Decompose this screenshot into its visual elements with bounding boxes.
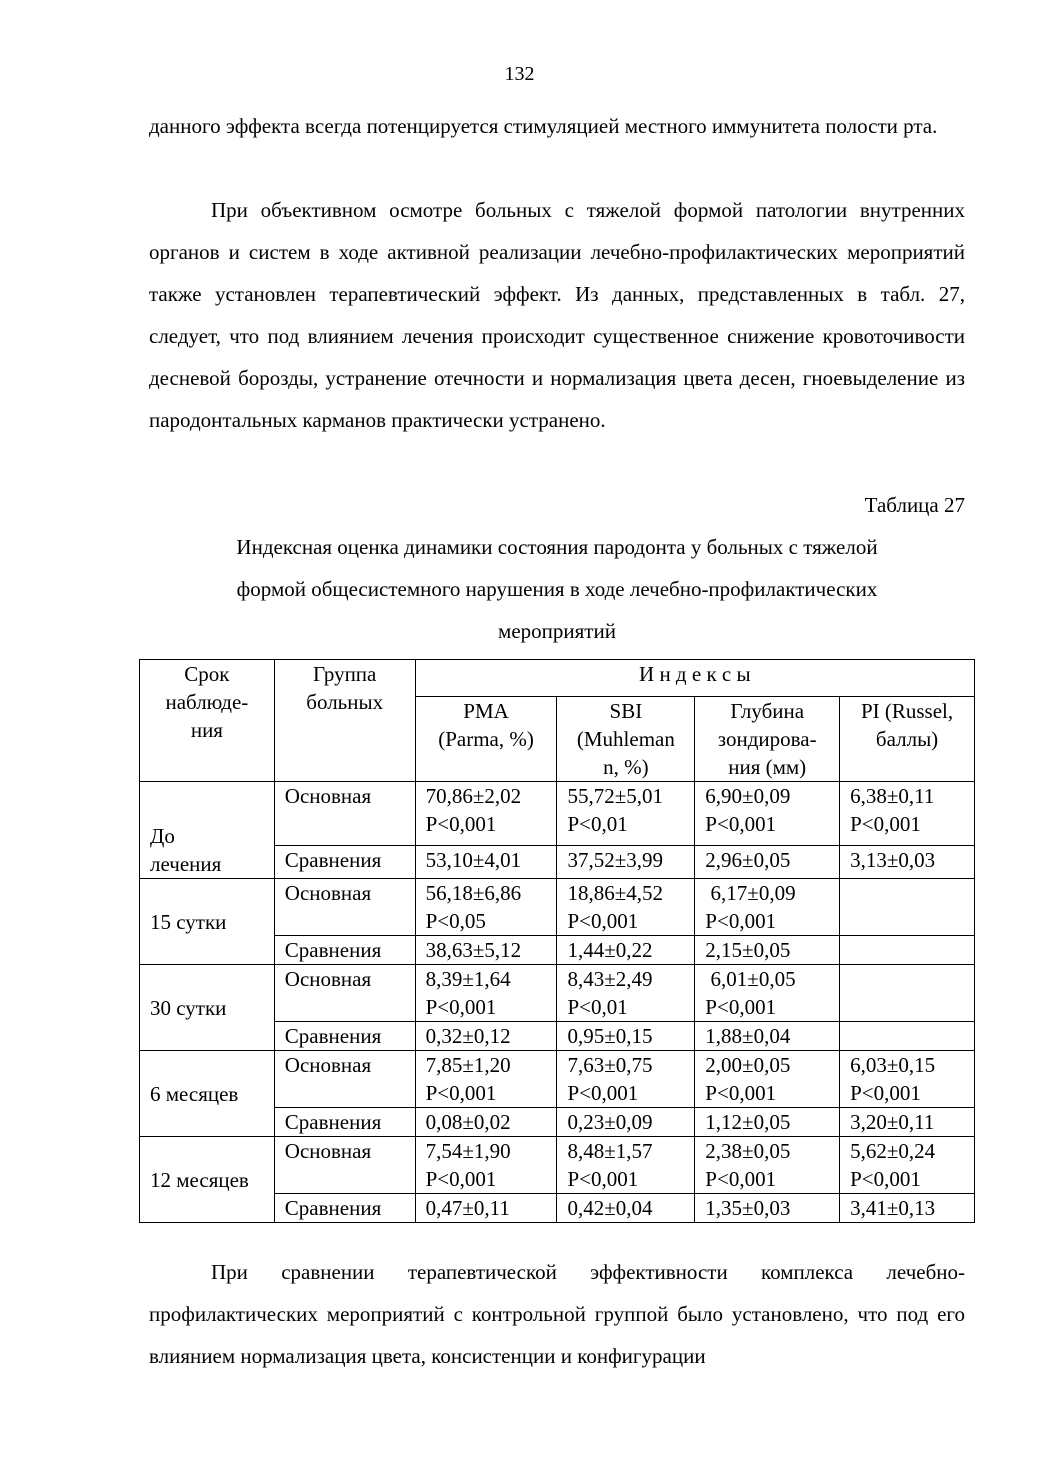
period-cell: 15 сутки [140,879,275,965]
header-group: Группа больных [274,660,415,782]
sbi-cell: 55,72±5,01 P<0,01 [557,782,695,846]
sbi-cell: 0,42±0,04 [557,1194,695,1223]
table-row [140,782,975,846]
pi-cell [840,965,975,1022]
depth-cell: 6,90±0,09 P<0,001 [695,782,840,846]
pi-cell [840,879,975,936]
pi-cell [840,936,975,965]
periodontal-index-table [139,659,975,1223]
sbi-cell: 1,44±0,22 [557,936,695,965]
pma-cell: 70,86±2,02 P<0,001 [415,782,557,846]
pi-cell: 6,03±0,15 P<0,001 [840,1051,975,1108]
pi-cell [840,1022,975,1051]
table-title-line: формой общесистемного нарушения в ходе лечебно-профилактических [236,577,878,601]
depth-cell: 2,15±0,05 [695,936,840,965]
depth-cell: 1,35±0,03 [695,1194,840,1223]
sbi-cell: 18,86±4,52 P<0,001 [557,879,695,936]
depth-cell: 6,17±0,09 P<0,001 [695,879,840,936]
sbi-cell: 0,95±0,15 [557,1022,695,1051]
pi-cell: 3,13±0,03 [840,846,975,879]
period-cell: До лечения [140,782,275,879]
depth-cell: 2,00±0,05 P<0,001 [695,1051,840,1108]
group-cell: Основная [274,965,415,1022]
depth-cell: 6,01±0,05 P<0,001 [695,965,840,1022]
header-pi: PI (Russel, баллы) [840,697,975,782]
pma-cell: 0,32±0,12 [415,1022,557,1051]
group-cell: Сравнения [274,1108,415,1137]
header-depth: Глубина зондирова- ния (мм) [695,697,840,782]
sbi-cell: 37,52±3,99 [557,846,695,879]
paragraph-1: данного эффекта всегда потенцируется стимуляцией местного иммунитета полости рта. [149,114,938,138]
pi-cell: 5,62±0,24 P<0,001 [840,1137,975,1194]
table-header-row [140,660,975,697]
header-sbi: SBI (Muhleman n, %) [557,697,695,782]
pi-cell: 6,38±0,11 P<0,001 [840,782,975,846]
table-row [140,1051,975,1108]
sbi-cell: 8,43±2,49 P<0,01 [557,965,695,1022]
depth-cell: 1,12±0,05 [695,1108,840,1137]
pma-cell: 38,63±5,12 [415,936,557,965]
table-row [140,879,975,936]
sbi-cell: 0,23±0,09 [557,1108,695,1137]
group-cell: Основная [274,1137,415,1194]
group-cell: Основная [274,879,415,936]
header-pma: PMA (Parma, %) [415,697,557,782]
header-period: Срок наблюде- ния [140,660,275,782]
page-number: 132 [504,63,535,85]
pma-cell: 0,47±0,11 [415,1194,557,1223]
pi-cell: 3,20±0,11 [840,1108,975,1137]
pma-cell: 53,10±4,01 [415,846,557,879]
table-row [140,1137,975,1194]
depth-cell: 2,38±0,05 P<0,001 [695,1137,840,1194]
group-cell: Сравнения [274,1022,415,1051]
group-cell: Основная [274,1051,415,1108]
sbi-cell: 7,63±0,75 P<0,001 [557,1051,695,1108]
table-number: Таблица 27 [864,493,965,517]
period-cell: 12 месяцев [140,1137,275,1223]
period-cell: 30 сутки [140,965,275,1051]
period-cell: 6 месяцев [140,1051,275,1137]
pma-cell: 0,08±0,02 [415,1108,557,1137]
sbi-cell: 8,48±1,57 P<0,001 [557,1137,695,1194]
group-cell: Сравнения [274,1194,415,1223]
pma-cell: 56,18±6,86 P<0,05 [415,879,557,936]
group-cell: Основная [274,782,415,846]
paragraph-3: При сравнении терапевтической эффективности комплекса лечебно-профилактических мероприятий с контрольной группой было установлено, что под его влиянием нормализация цвета, консистенции и конфигурации [149,1260,965,1368]
table-title [149,526,965,652]
group-cell: Сравнения [274,936,415,965]
table-title-line: мероприятий [498,619,616,643]
paragraph-2: При объективном осмотре больных с тяжелой формой патологии внутренних органов и систем в ходе активной реализации лечебно-профилактических мероприятий также установлен терапевтический эффект. Из данных, представленных в табл. 27, следует, что под влиянием лечения происходит существенное снижение кровоточивости десневой борозды, устранение отечности и нормализация цвета десен, гноевыделение из пародонтальных карманов практически устранено. [149,198,965,432]
group-cell: Сравнения [274,846,415,879]
depth-cell: 2,96±0,05 [695,846,840,879]
pma-cell: 8,39±1,64 P<0,001 [415,965,557,1022]
pma-cell: 7,54±1,90 P<0,001 [415,1137,557,1194]
header-indices: И н д е к с ы [415,660,974,697]
table-row [140,965,975,1022]
depth-cell: 1,88±0,04 [695,1022,840,1051]
pi-cell: 3,41±0,13 [840,1194,975,1223]
table-title-line: Индексная оценка динамики состояния пародонта у больных с тяжелой [236,535,878,559]
pma-cell: 7,85±1,20 P<0,001 [415,1051,557,1108]
